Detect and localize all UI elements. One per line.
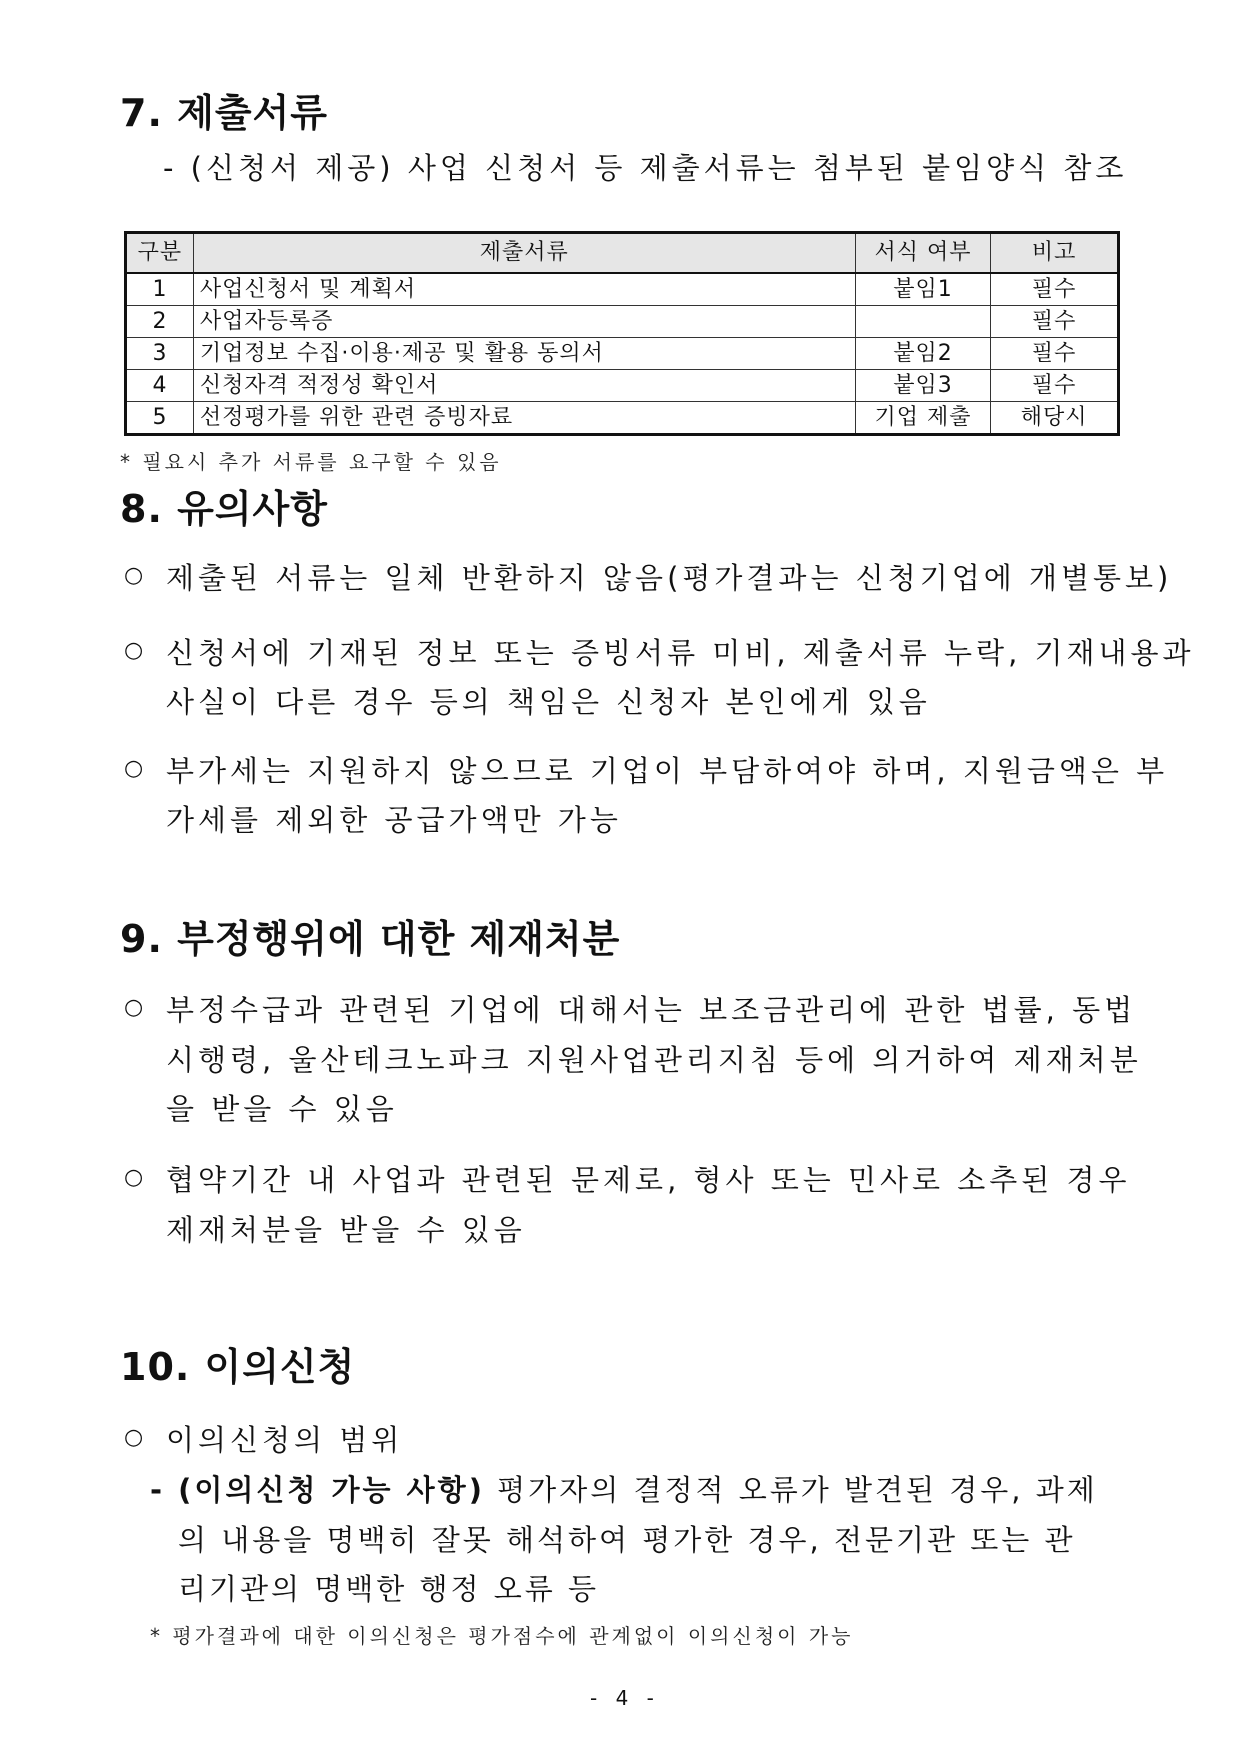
section-8-title: 8. 유의사항: [120, 487, 328, 531]
section-10-title: 10. 이의신청: [120, 1345, 356, 1389]
header-documents: 제출서류: [193, 233, 855, 274]
section-9-item-1-line-2: 시행령, 울산테크노파크 지원사업관리지침 등에 의거하여 제재처분: [166, 1043, 1142, 1077]
section-9-item-2-line-1: 협약기간 내 사업과 관련된 문제로, 형사 또는 민사로 소추된 경우: [166, 1163, 1131, 1197]
header-category: 구분: [126, 233, 194, 274]
page-number: - 4 -: [590, 1686, 660, 1710]
section-10-sub-line-2: 의 내용을 명백히 잘못 해석하여 평가한 경우, 전문기관 또는 관: [178, 1523, 1076, 1557]
cell-document: 선정평가를 위한 관련 증빙자료: [193, 402, 855, 435]
section-8-item-2-line-1: 신청서에 기재된 정보 또는 증빙서류 미비, 제출서류 누락, 기재내용과: [166, 636, 1195, 670]
cell-number: 5: [126, 402, 194, 435]
section-9-item-1-line-1: 부정수급과 관련된 기업에 대해서는 보조금관리에 관한 법률, 동법: [166, 993, 1137, 1027]
cell-remarks: 해당시: [991, 402, 1119, 435]
table-row: [126, 338, 1119, 370]
header-remarks: 비고: [991, 233, 1119, 274]
cell-remarks: 필수: [991, 370, 1119, 402]
section-8-item-1-line-1: 제출된 서류는 일체 반환하지 않음(평가결과는 신청기업에 개별통보): [166, 561, 1173, 595]
cell-number: 1: [126, 273, 194, 306]
table-row: [126, 273, 1119, 306]
cell-form: 붙임2: [855, 338, 991, 370]
section-10-footnote: * 평가결과에 대한 이의신청은 평가점수에 관계없이 이의신청이 가능: [150, 1624, 854, 1648]
section-8-item-3-line-2: 가세를 제외한 공급가액만 가능: [166, 803, 622, 837]
bullet-circle-icon: ○: [124, 1165, 144, 1190]
cell-remarks: 필수: [991, 338, 1119, 370]
bullet-circle-icon: ○: [124, 638, 144, 663]
section-7-intro-bold: - (신청서 제공): [163, 151, 395, 185]
section-9-item-2-line-2: 제재처분을 받을 수 있음: [166, 1213, 526, 1247]
section-10-scope: 이의신청의 범위: [166, 1423, 404, 1457]
cell-form: [855, 306, 991, 338]
section-10-sub-bold: - (이의신청 가능 사항): [150, 1473, 485, 1507]
table-row: [126, 402, 1119, 435]
cell-document: 사업신청서 및 계획서: [193, 273, 855, 306]
table-row: [126, 370, 1119, 402]
section-7-intro: [163, 146, 1127, 187]
cell-document: 신청자격 적정성 확인서: [193, 370, 855, 402]
bullet-circle-icon: ○: [124, 756, 144, 781]
cell-remarks: 필수: [991, 273, 1119, 306]
section-7-title: 7. 제출서류: [120, 91, 328, 135]
cell-document: 사업자등록증: [193, 306, 855, 338]
submission-documents-table: [124, 231, 1120, 436]
section-10-sub-line-1-rest: 평가자의 결정적 오류가 발견된 경우, 과제: [484, 1473, 1098, 1507]
section-9-title: 9. 부정행위에 대한 제재처분: [120, 917, 621, 961]
section-9-item-1-line-3: 을 받을 수 있음: [166, 1092, 398, 1126]
header-form: 서식 여부: [855, 233, 991, 274]
cell-number: 2: [126, 306, 194, 338]
table-footnote: * 필요시 추가 서류를 요구할 수 있음: [120, 450, 502, 474]
section-7-intro-rest: 사업 신청서 등 제출서류는 첨부된 붙임양식 참조: [394, 151, 1128, 185]
section-8-item-3-line-1: 부가세는 지원하지 않으므로 기업이 부담하여야 하며, 지원금액은 부: [166, 754, 1169, 788]
cell-form: 기업 제출: [855, 402, 991, 435]
section-10-sub-line-3: 리기관의 명백한 행정 오류 등: [178, 1572, 600, 1606]
table-row: [126, 306, 1119, 338]
section-8-item-2-line-2: 사실이 다른 경우 등의 책임은 신청자 본인에게 있음: [166, 685, 931, 719]
cell-form: 붙임3: [855, 370, 991, 402]
cell-remarks: 필수: [991, 306, 1119, 338]
table-header-row: [126, 233, 1119, 274]
bullet-circle-icon: ○: [124, 1425, 144, 1450]
cell-number: 4: [126, 370, 194, 402]
cell-form: 붙임1: [855, 273, 991, 306]
section-10-sub-line-1: [150, 1468, 1098, 1509]
cell-number: 3: [126, 338, 194, 370]
cell-document: 기업정보 수집·이용·제공 및 활용 동의서: [193, 338, 855, 370]
bullet-circle-icon: ○: [124, 563, 144, 588]
bullet-circle-icon: ○: [124, 995, 144, 1020]
